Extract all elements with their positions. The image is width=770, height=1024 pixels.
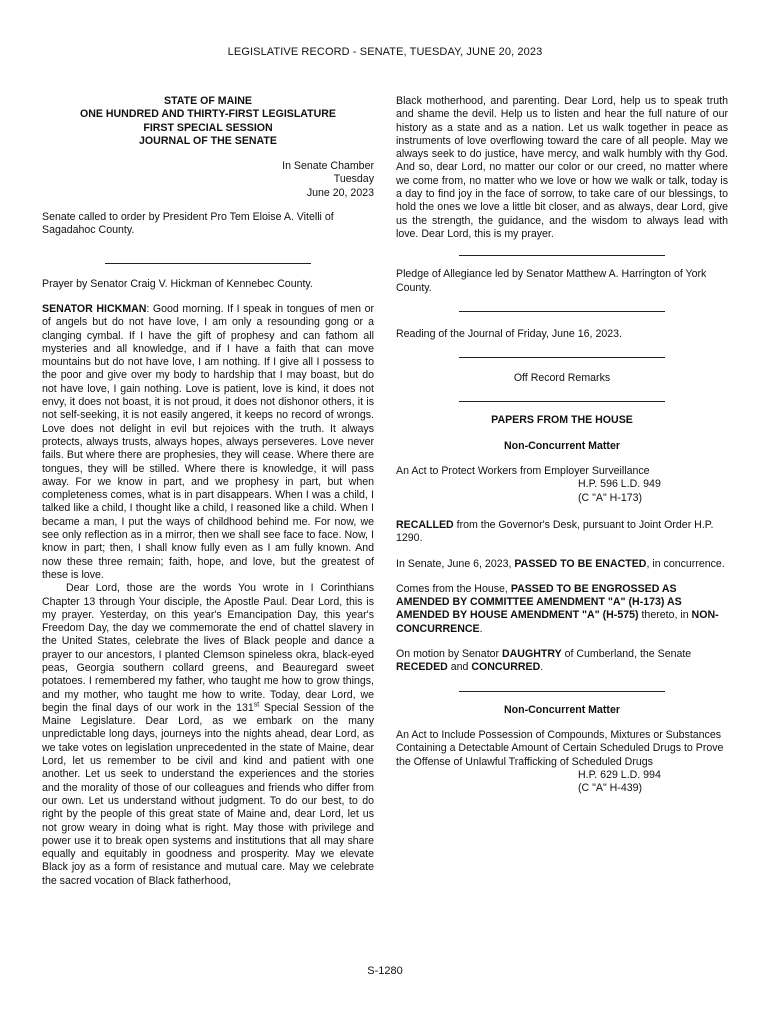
matter-heading: Non-Concurrent Matter — [504, 703, 620, 716]
bill-number: H.P. 596 L.D. 949 — [578, 478, 661, 491]
separator-rule — [459, 255, 665, 256]
prayer-paragraph — [42, 582, 374, 888]
journal-title — [42, 95, 374, 148]
title-line: JOURNAL OF THE SENATE — [139, 134, 277, 147]
recalled-label: RECALLED — [396, 518, 454, 531]
senate-action-text: In Senate, June 6, 2023, — [396, 557, 515, 570]
senate-action-status: PASSED TO BE ENACTED — [514, 557, 647, 570]
title-line: STATE OF MAINE — [164, 95, 252, 107]
page-number: S-1280 — [367, 965, 403, 977]
separator-rule — [459, 691, 665, 692]
separator-rule — [105, 263, 311, 264]
speaker-name: SENATOR HICKMAN — [42, 302, 147, 315]
prayer-paragraph — [42, 303, 374, 582]
day-line: Tuesday — [333, 173, 374, 186]
journal-reading: Reading of the Journal of Friday, June 16, 2023. — [396, 327, 622, 340]
house-action — [396, 583, 728, 636]
matter-heading: Non-Concurrent Matter — [504, 439, 620, 452]
title-line: ONE HUNDRED AND THIRTY-FIRST LEGISLATURE — [79, 108, 336, 121]
bill-number: H.P. 629 L.D. 994 — [578, 768, 661, 781]
prayer-continued: Black motherhood, and parenting. Dear Lord, help us to speak truth and shame the devil. Help us to listen and hear the full nature of our history as a state and as a nation. Let us walk together in peace as instruments of love overflowing toward the care of all people. May we always seek to do justice, have mercy, and walk humbly with thy God. And so, dear Lord, no matter our color or our creed, no matter where we come from, no matter who we love or how we walk or talk, today is a day to find joy in the face of sorrow, to take care of our blessings, to hold the ones we love a little bit closer, and as always, dear Lord, give us the strength, the guidance, and the wisdom to always lead with love. Dear Lord, this is my prayer. — [396, 95, 728, 240]
motion-senator: DAUGHTRY — [502, 648, 562, 661]
motion-note — [396, 648, 728, 675]
location-line: In Senate Chamber — [282, 160, 374, 173]
house-action-status: NON-CONCURRENCE — [396, 609, 719, 635]
off-record-remarks: Off Record Remarks — [513, 372, 611, 385]
motion-text: On motion by Senator — [396, 648, 502, 661]
prayer-text: Special Session of the Maine Legislature. Dear Lord, as we embark on the many unpredictable long days, journeys into the nights ahead, dear Lord, as we take votes on legislation unprecedented in the state of Maine, dear Lord, let us remember to be civil and kind and patient with one another. Let us seek to understand the experiences and the stories and the morality of those of our colleagues and friends who differ from our own. Let us understand without judgment. To do our best, to do right by the people of this great state of Maine and, dear Lord, let us not grow weary in doing what is right. May those with privilege and power use it to break open systems and institutions that all may share equally and equitably in goodness and prosperity. May we elevate Black joy as a form of resistance and mutual care. May we celebrate the sacred vocation of Black fatherhood, — [42, 701, 374, 887]
pledge: Pledge of Allegiance led by Senator Matthew A. Harrington of York County. — [396, 268, 707, 294]
motion-text: and — [447, 661, 472, 674]
separator-rule — [459, 357, 665, 358]
title-line: FIRST SPECIAL SESSION — [143, 121, 273, 134]
house-action-text: thereto, in — [638, 609, 692, 622]
house-action-text: Comes from the House, — [396, 582, 511, 595]
ordinal-suffix: st — [253, 701, 260, 709]
called-to-order: Senate called to order by President Pro Tem Eloise A. Vitelli of Sagadahoc County. — [42, 211, 334, 237]
bill-amendment: (C "A" H-439) — [578, 782, 643, 795]
papers-heading: PAPERS FROM THE HOUSE — [491, 414, 633, 427]
separator-rule — [459, 311, 665, 312]
motion-status: CONCURRED — [471, 661, 541, 674]
location-date — [42, 160, 374, 200]
bill-title: An Act to Include Possession of Compounds, Mixtures or Substances Containing a Detectable Amount of Certain Scheduled Drugs to Prove the Offense of Unlawful Trafficking of Scheduled Drugs — [396, 728, 724, 768]
running-head: LEGISLATIVE RECORD - SENATE, TUESDAY, JUNE 20, 2023 — [227, 46, 543, 58]
date-line: June 20, 2023 — [306, 186, 374, 199]
motion-text: of Cumberland, the Senate — [561, 648, 692, 661]
senate-action — [396, 558, 728, 571]
motion-status: RECEDED — [396, 661, 448, 674]
prayer-by: Prayer by Senator Craig V. Hickman of Kennebec County. — [42, 277, 313, 290]
house-action-text: . — [479, 622, 483, 635]
recalled-text: from the Governor's Desk, pursuant to Joint Order H.P. 1290. — [396, 518, 714, 545]
recalled-note — [396, 519, 728, 546]
house-action-status: PASSED TO BE ENGROSSED AS AMENDED BY COMMITTEE AMENDMENT "A" (H-173) AS AMENDED BY HOUSE AMENDMENT "A" (H-575) — [396, 582, 682, 622]
bill-amendment: (C "A" H-173) — [578, 491, 643, 504]
left-column — [42, 95, 374, 888]
senate-action-text: , in concurrence. — [646, 557, 725, 570]
right-column — [396, 95, 728, 795]
bill-title: An Act to Protect Workers from Employer Surveillance — [396, 465, 650, 478]
motion-text: . — [540, 661, 544, 674]
prayer-text: : Good morning. If I speak in tongues of men or of angels but do not have love, I am only a resounding gong or a clanging cymbal. If I have the gift of prophesy and can fathom all mysteries and all knowledge, and if I have a faith that can move mountains but do not have love, I am nothing. If I give all I possess to the poor and give over my body to hardship that I may boast, but do not have love, I gain nothing. Love is patient, love is kind, it does not envy, it does not boast, it is not proud, it does not dishonor others, it is not self-seeking, it is not easily angered, it keeps no record of wrongs. Love does not delight in evil but rejoices with the truth. It always protects, always trusts, always hopes, always perseveres. Love never fails. But where there are prophesies, they will cease. Where there are tongues, they will be stilled. Where there is knowledge, it will pass away. For we know in part, and we prophesy in part, but when completeness comes, what is in part disappears. When I was a child, I talked like a child, I thought like a child, I reasoned like a child. When I became a man, I put the ways of childhood behind me. For now, we see only reflection as in a mirror, then we shall see face to face. Now, I know in part; then, I shall know fully even as I am fully known. And now these three remain; faith, hope, and love, but the greatest of these is love. — [42, 302, 374, 581]
separator-rule — [459, 401, 665, 402]
prayer-text: Dear Lord, those are the words You wrote in I Corinthians Chapter 13 through Your disciple, the Apostle Paul. Dear Lord, this is my prayer. Yesterday, on this year's Emancipation Day, this year's Freedom Day, the day we commemorate the end of chattel slavery in the United States, celebrate the lives of Black people and dance a prayer to our ancestors, I planted Clemson spineless okra, black-eyed peas, Georgia southern collard greens, and Beauregard sweet potatoes. I remembered my father, who taught me how to grow things, and my mother, who taught me how to write. Today, dear Lord, we begin the final days of our work in the 131 — [42, 582, 374, 714]
